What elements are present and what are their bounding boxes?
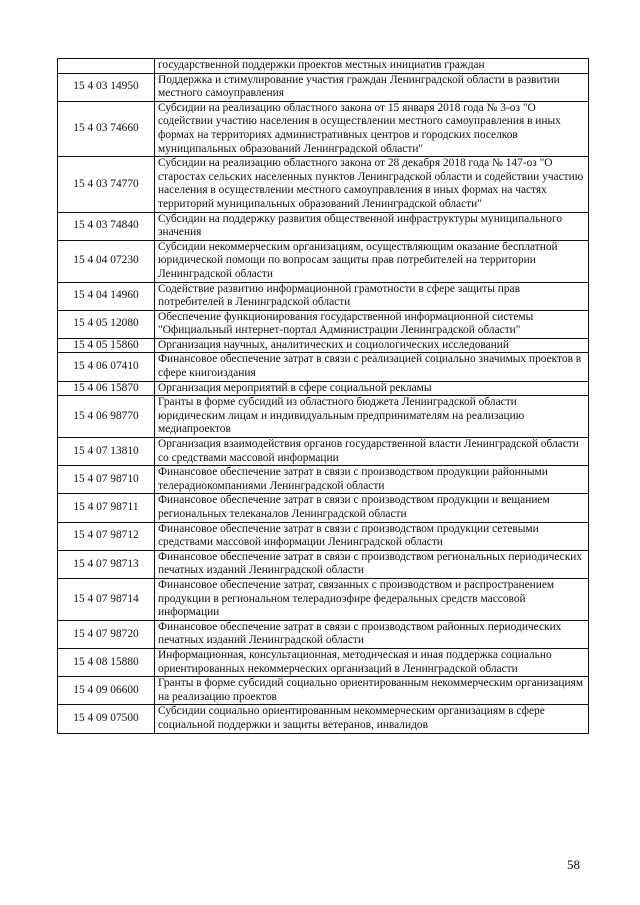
- expenditure-description: Содействие развитию информационной грамотности в сфере защиты прав потребителей в Ленинградской области: [155, 282, 589, 310]
- expenditure-description: Финансовое обеспечение затрат в связи с производством продукции и вещанием региональных телеканалов Ленинградской области: [155, 494, 589, 522]
- expenditure-description: Субсидии на реализацию областного закона от 15 января 2018 года № 3-оз "О содействии участию населения в осуществлении местного самоуправления в иных формах на территориях административных центров и городских поселков муниципальных образований Ленинградской области": [155, 101, 589, 156]
- table-row: [58, 522, 589, 550]
- table-row: [58, 578, 589, 620]
- budget-codes-table: [57, 58, 589, 734]
- table-row: [58, 310, 589, 338]
- table-row: [58, 494, 589, 522]
- table-row: [58, 338, 589, 353]
- classification-code: 15 4 04 07230: [58, 240, 155, 282]
- expenditure-description: государственной поддержки проектов местных инициатив граждан: [155, 59, 589, 74]
- classification-code: 15 4 07 98714: [58, 578, 155, 620]
- classification-code: 15 4 07 98711: [58, 494, 155, 522]
- classification-code: 15 4 06 15870: [58, 381, 155, 396]
- classification-code: 15 4 07 98710: [58, 466, 155, 494]
- table-row: [58, 466, 589, 494]
- table-row: [58, 59, 589, 74]
- expenditure-description: Гранты в форме субсидий из областного бюджета Ленинградской области юридическим лицам и индивидуальным предпринимателям на реализацию медиапроектов: [155, 396, 589, 438]
- table-row: [58, 101, 589, 156]
- classification-code: 15 4 04 14960: [58, 282, 155, 310]
- classification-code: 15 4 07 98713: [58, 550, 155, 578]
- table-row: [58, 648, 589, 676]
- classification-code: 15 4 06 07410: [58, 353, 155, 381]
- classification-code: 15 4 03 74660: [58, 101, 155, 156]
- expenditure-description: Организация мероприятий в сфере социальной рекламы: [155, 381, 589, 396]
- classification-code: 15 4 03 74840: [58, 212, 155, 240]
- classification-code: 15 4 08 15880: [58, 648, 155, 676]
- expenditure-description: Субсидии социально ориентированным некоммерческим организациям в сфере социальной поддержки и защиты ветеранов, инвалидов: [155, 705, 589, 733]
- table-row: [58, 212, 589, 240]
- table-row: [58, 677, 589, 705]
- expenditure-description: Поддержка и стимулирование участия граждан Ленинградской области в развитии местного самоуправления: [155, 73, 589, 101]
- table-row: [58, 396, 589, 438]
- page-number: 58: [567, 857, 580, 872]
- table-row: [58, 620, 589, 648]
- classification-code: 15 4 03 14950: [58, 73, 155, 101]
- expenditure-description: Гранты в форме субсидий социально ориентированным некоммерческим организациям на реализацию проектов: [155, 677, 589, 705]
- classification-code: 15 4 07 98720: [58, 620, 155, 648]
- expenditure-description: Субсидии на реализацию областного закона от 28 декабря 2018 года № 147-оз "О старостах сельских населенных пунктов Ленинградской области и содействии участию населения в осуществлении местного самоуправления в иных формах на частях территорий муниципальных образований Ленинградской области": [155, 157, 589, 212]
- expenditure-description: Финансовое обеспечение затрат в связи с реализацией социально значимых проектов в сфере книгоиздания: [155, 353, 589, 381]
- expenditure-description: Субсидии на поддержку развития общественной инфраструктуры муниципального значения: [155, 212, 589, 240]
- classification-code: 15 4 05 15860: [58, 338, 155, 353]
- budget-codes-table-body: [58, 59, 589, 734]
- expenditure-description: Финансовое обеспечение затрат в связи с производством районных периодических печатных изданий Ленинградской области: [155, 620, 589, 648]
- classification-code: 15 4 06 98770: [58, 396, 155, 438]
- expenditure-description: Финансовое обеспечение затрат в связи с производством продукции сетевыми средствами массовой информации Ленинградской области: [155, 522, 589, 550]
- classification-code: 15 4 07 13810: [58, 438, 155, 466]
- expenditure-description: Финансовое обеспечение затрат в связи с производством продукции районными телерадиокомпаниями Ленинградской области: [155, 466, 589, 494]
- table-row: [58, 550, 589, 578]
- expenditure-description: Финансовое обеспечение затрат, связанных с производством и распространением продукции в региональном телерадиоэфире федеральных средств массовой информации: [155, 578, 589, 620]
- classification-code: 15 4 09 06600: [58, 677, 155, 705]
- classification-code: 15 4 03 74770: [58, 157, 155, 212]
- table-row: [58, 157, 589, 212]
- expenditure-description: Организация научных, аналитических и социологических исследований: [155, 338, 589, 353]
- table-row: [58, 282, 589, 310]
- table-row: [58, 705, 589, 733]
- classification-code: [58, 59, 155, 74]
- classification-code: 15 4 09 07500: [58, 705, 155, 733]
- table-row: [58, 438, 589, 466]
- table-row: [58, 381, 589, 396]
- expenditure-description: Субсидии некоммерческим организациям, осуществляющим оказание бесплатной юридической помощи по вопросам защиты прав потребителей на территории Ленинградской области: [155, 240, 589, 282]
- classification-code: 15 4 05 12080: [58, 310, 155, 338]
- expenditure-description: Организация взаимодействия органов государственной власти Ленинградской области со средствами массовой информации: [155, 438, 589, 466]
- expenditure-description: Информационная, консультационная, методическая и иная поддержка социально ориентированных некоммерческих организаций в Ленинградской области: [155, 648, 589, 676]
- table-row: [58, 353, 589, 381]
- table-row: [58, 73, 589, 101]
- classification-code: 15 4 07 98712: [58, 522, 155, 550]
- table-row: [58, 240, 589, 282]
- expenditure-description: Финансовое обеспечение затрат в связи с производством региональных периодических печатных изданий Ленинградской области: [155, 550, 589, 578]
- expenditure-description: Обеспечение функционирования государственной информационной системы "Официальный интернет-портал Администрации Ленинградской области": [155, 310, 589, 338]
